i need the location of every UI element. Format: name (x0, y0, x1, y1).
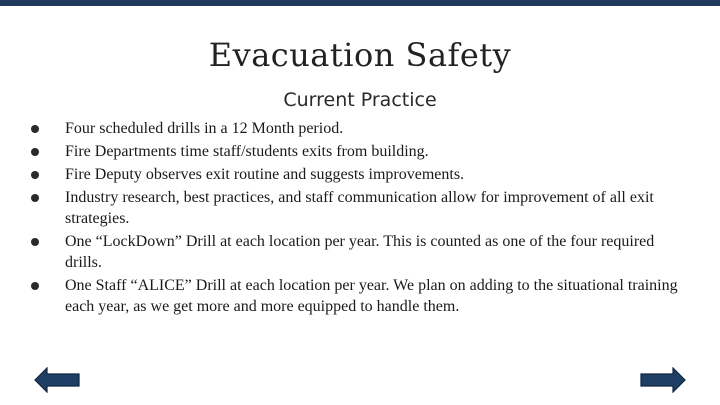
bullet-icon (31, 171, 39, 179)
previous-slide-button[interactable] (34, 367, 80, 393)
list-item (28, 118, 688, 139)
bullet-icon (31, 125, 39, 133)
bullet-icon (31, 194, 39, 202)
bullet-text: Fire Deputy observes exit routine and suggests improvements. (65, 166, 465, 183)
list-item (28, 231, 688, 273)
arrow-right-icon (640, 367, 686, 393)
bullet-icon (31, 238, 39, 246)
list-item (28, 141, 688, 162)
bullet-text: One “LockDown” Drill at each location per year. This is counted as one of the four required drills. (65, 233, 655, 271)
arrow-left-icon (34, 367, 80, 393)
top-accent-bar (0, 0, 720, 6)
bullet-icon (31, 282, 39, 290)
bullet-icon (31, 148, 39, 156)
slide-subtitle: Current Practice (283, 89, 437, 111)
bullet-text: Fire Departments time staff/students exits from building. (65, 143, 429, 160)
list-item (28, 187, 688, 229)
bullet-text: Industry research, best practices, and staff communication allow for improvement of all exit strategies. (65, 189, 654, 227)
bullet-text: One Staff “ALICE” Drill at each location per year. We plan on adding to the situational training each year, as we get more and more equipped to handle them. (65, 277, 678, 315)
list-item (28, 275, 688, 317)
bullet-text: Four scheduled drills in a 12 Month period. (65, 120, 344, 137)
next-slide-button[interactable] (640, 367, 686, 393)
list-item (28, 164, 688, 185)
slide-title: Evacuation Safety (208, 36, 512, 74)
bullet-list (28, 118, 688, 319)
